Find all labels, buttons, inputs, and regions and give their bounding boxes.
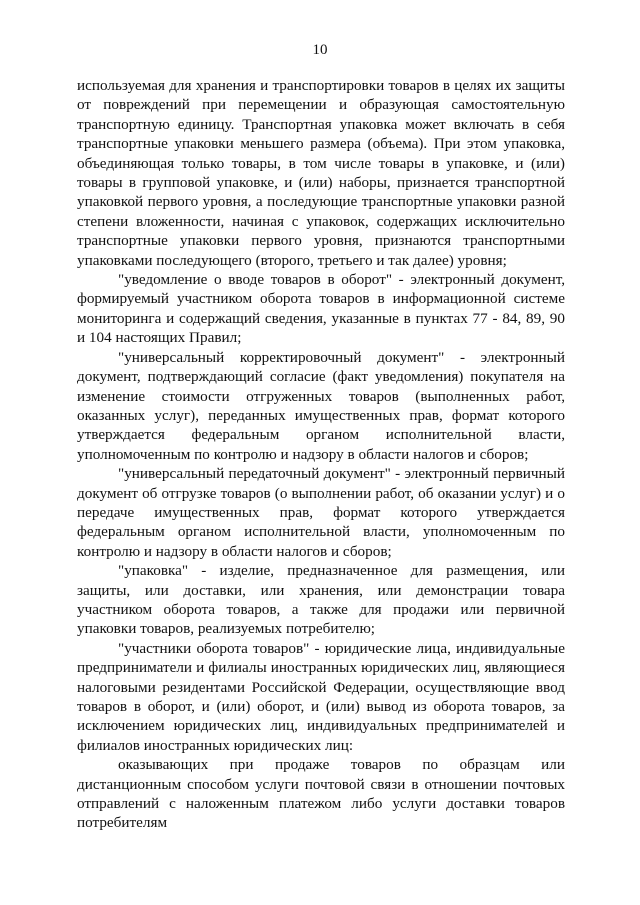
paragraph-commissioning-notice: "уведомление о вводе товаров в оборот" - электронный документ, формируемый участником оборота товаров в информационной системе мониторинга и содержащий сведения, указанные в пунктах 77 - 84, 89, 90 и 104 настоящих Правил; [77,271,565,347]
document-body [77,76,565,833]
paragraph-universal-correction-document: "универсальный корректировочный документ" - электронный документ, подтверждающий согласие (факт уведомления) покупателя на изменение стоимости отгруженных товаров (выполненных работ, оказанных услуг), переданных имущественных прав, формат которого утверждается федеральным органом исполнительной власти, уполномоченным по контролю и надзору в области налогов и сборов; [77,348,565,463]
paragraph-universal-transfer-document: "универсальный передаточный документ" - электронный первичный документ об отгрузке товаров (о выполнении работ, об оказании услуг) и о передаче имущественных прав, формат которого утверждается федеральным органом исполнительной власти, уполномоченным по контролю и надзору в области налогов и сборов; [77,465,565,560]
page-number: 10 [312,42,328,58]
paragraph-transport-packaging-continued: используемая для хранения и транспортировки товаров в целях их защиты от повреждений при перемещении и образующая самостоятельную транспортную единицу. Транспортная упаковка может включать в себя транспортные упаковки меньшего размера (объема). При этом упаковка, объединяющая только товары, в том числе товары в упаковке, и (или) товары в групповой упаковке, и (или) наборы, признается транспортной упаковкой первого уровня, а последующие транспортные упаковки разной степени вложенности, начиная с упаковок, содержащих исключительно транспортные упаковки первого уровня, признаются транспортными упаковками последующего (второго, третьего и так далее) уровня; [77,77,565,269]
paragraph-packaging-definition: "упаковка" - изделие, предназначенное для размещения, или защиты, или доставки, или хранения, или демонстрации товара участником оборота товаров, а также для продажи или первичной упаковки товаров, реализуемых потребителю; [77,562,565,638]
paragraph-circulation-participants: "участники оборота товаров" - юридические лица, индивидуальные предприниматели и филиалы иностранных юридических лиц, являющиеся налоговыми резидентами Российской Федерации, осуществляющие ввод товаров в оборот, и (или) оборот, и (или) вывод из оборота товаров, за исключением юридических лиц, индивидуальных предпринимателей и филиалов иностранных юридических лиц: [77,639,565,754]
paragraph-remote-sales-exception: оказывающих при продаже товаров по образцам или дистанционным способом услуги почтовой связи в отношении почтовых отправлений с наложенным платежом либо услуги доставки товаров потребителям [77,756,565,832]
